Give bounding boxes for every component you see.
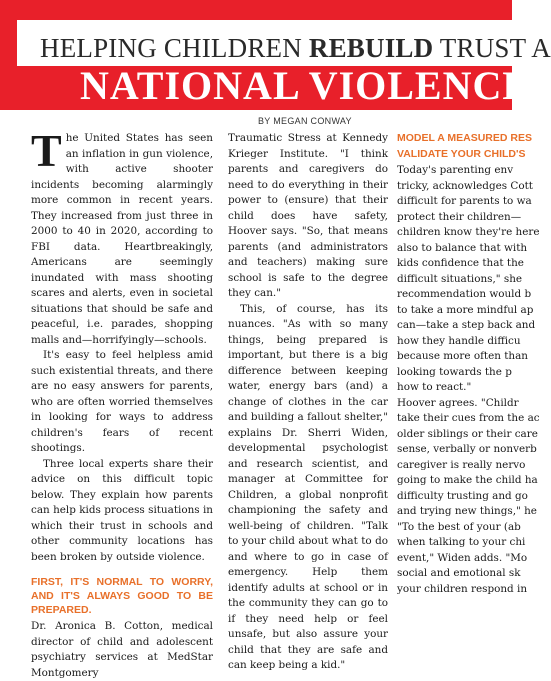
article-column-1 — [31, 125, 213, 681]
paragraph: This, of course, has its nuances. "As with so many things, being prepared is important, but there is a big difference between keeping water, energy bars (and) a change of clothes in the car and building a fallout shelter," explains Dr. Sherri Widen, developmental psychologist and research scientist, and manager at Committee for Children, a global nonprofit championing the safety and well-being of children. "Talk to your child about what to do and where to go in case of emergency. Help them identify adults at school or in the community they can go to if they need help or feel unsafe, but also assure your child that they are safe and can keep being a kid." — [228, 302, 388, 671]
text-line: how to react." — [397, 381, 472, 393]
text-line: your children respond in — [397, 582, 528, 595]
section-subhead-line-2: VALIDATE YOUR CHILD'S — [397, 148, 526, 160]
paragraph — [31, 125, 213, 348]
paragraph: Dr. Aronica B. Cotton, medical director of child and adolescent psychiatry services at MedStar Montgomery — [31, 620, 213, 679]
article-column-3 — [397, 131, 540, 595]
text-line: going to make the child ha — [397, 474, 538, 486]
text-line: difficult for parents to wa — [397, 195, 532, 207]
headline-line-2: NATIONAL VIOLENCE — [80, 63, 531, 108]
headline-line-1 — [40, 33, 551, 64]
text-line: can—take a step back and — [397, 319, 536, 331]
text-line: event," Widen adds. "Mo — [397, 551, 528, 564]
text-line: Hoover agrees. "Childr — [397, 396, 519, 409]
text-line: how they handle difficu — [397, 334, 521, 347]
text-line: Today's parenting env — [397, 164, 514, 176]
text-line: and trying new things," he — [397, 505, 537, 517]
headline-part-2: TRUST A — [433, 33, 551, 63]
text-line: take their cues from the ac — [397, 412, 540, 424]
text-line: difficulty trusting and go — [397, 489, 528, 502]
paragraph: Three local experts share their advice on this difficult topic below. They explain how parents can help kids process situations in which their trust in schools and other community locations has been broken by outside violence. — [31, 457, 213, 563]
text-line: "To the best of your (ab — [397, 520, 521, 533]
byline: BY MEGAN CONWAY — [258, 116, 352, 126]
paragraph-text: he United States has seen an inflation in gun violence, with active shooter incidents becoming alarmingly more common in recent years. They increased from just three in 2000 to 40 in 2020, according to FBI data. Heartbreakingly, Americans are seemingly inundated with mass shooting scares and alerts, even in societal situations that should be safe and peaceful, i.e. parades, shopping malls and—horrifyingly—schools. — [31, 132, 213, 346]
text-line: when talking to your chi — [397, 536, 526, 548]
section-subhead-line-1: MODEL A MEASURED RES — [397, 132, 532, 144]
text-line: because more often than — [397, 350, 528, 362]
text-line: looking towards the p — [397, 365, 512, 378]
article-column-2 — [228, 131, 388, 674]
text-line: also to balance that with — [397, 241, 528, 254]
text-line: social and emotional sk — [397, 567, 521, 579]
paragraph: Traumatic Stress at Kennedy Krieger Institute. "I think parents and caregivers do need to do everything in their power to (ensure) that their child does have safety, Hoover says. "So, that means parents (and administrators and teachers) making sure school is safe to the degree they can." — [228, 132, 388, 299]
text-line: protect their children— — [397, 210, 522, 223]
column-3-text — [397, 163, 540, 597]
text-line: to take a more mindful ap — [397, 303, 534, 316]
section-subhead: FIRST, IT'S NORMAL TO WORRY, AND IT'S ALWAYS GOOD TO BE PREPARED. — [31, 576, 213, 616]
text-line: difficult situations," she — [397, 272, 523, 285]
headline-bold-word: REBUILD — [308, 33, 434, 63]
text-line: caregiver is really nervo — [397, 458, 526, 471]
text-line: sense, verbally or nonverb — [397, 443, 537, 455]
text-line: older siblings or their care — [397, 427, 538, 440]
text-line: children know they're here — [397, 226, 540, 238]
text-line: tricky, acknowledges Cott — [397, 179, 533, 192]
text-line: recommendation would b — [397, 288, 532, 300]
drop-cap: T — [31, 125, 62, 176]
paragraph: It's easy to feel helpless amid such existential threats, and there are no easy answers for parents, who are often worried themselves in looking for ways to address children's fears of recent shootings. — [31, 349, 213, 454]
text-line: kids confidence that the — [397, 257, 524, 269]
headline-part-1: HELPING CHILDREN — [40, 33, 309, 63]
